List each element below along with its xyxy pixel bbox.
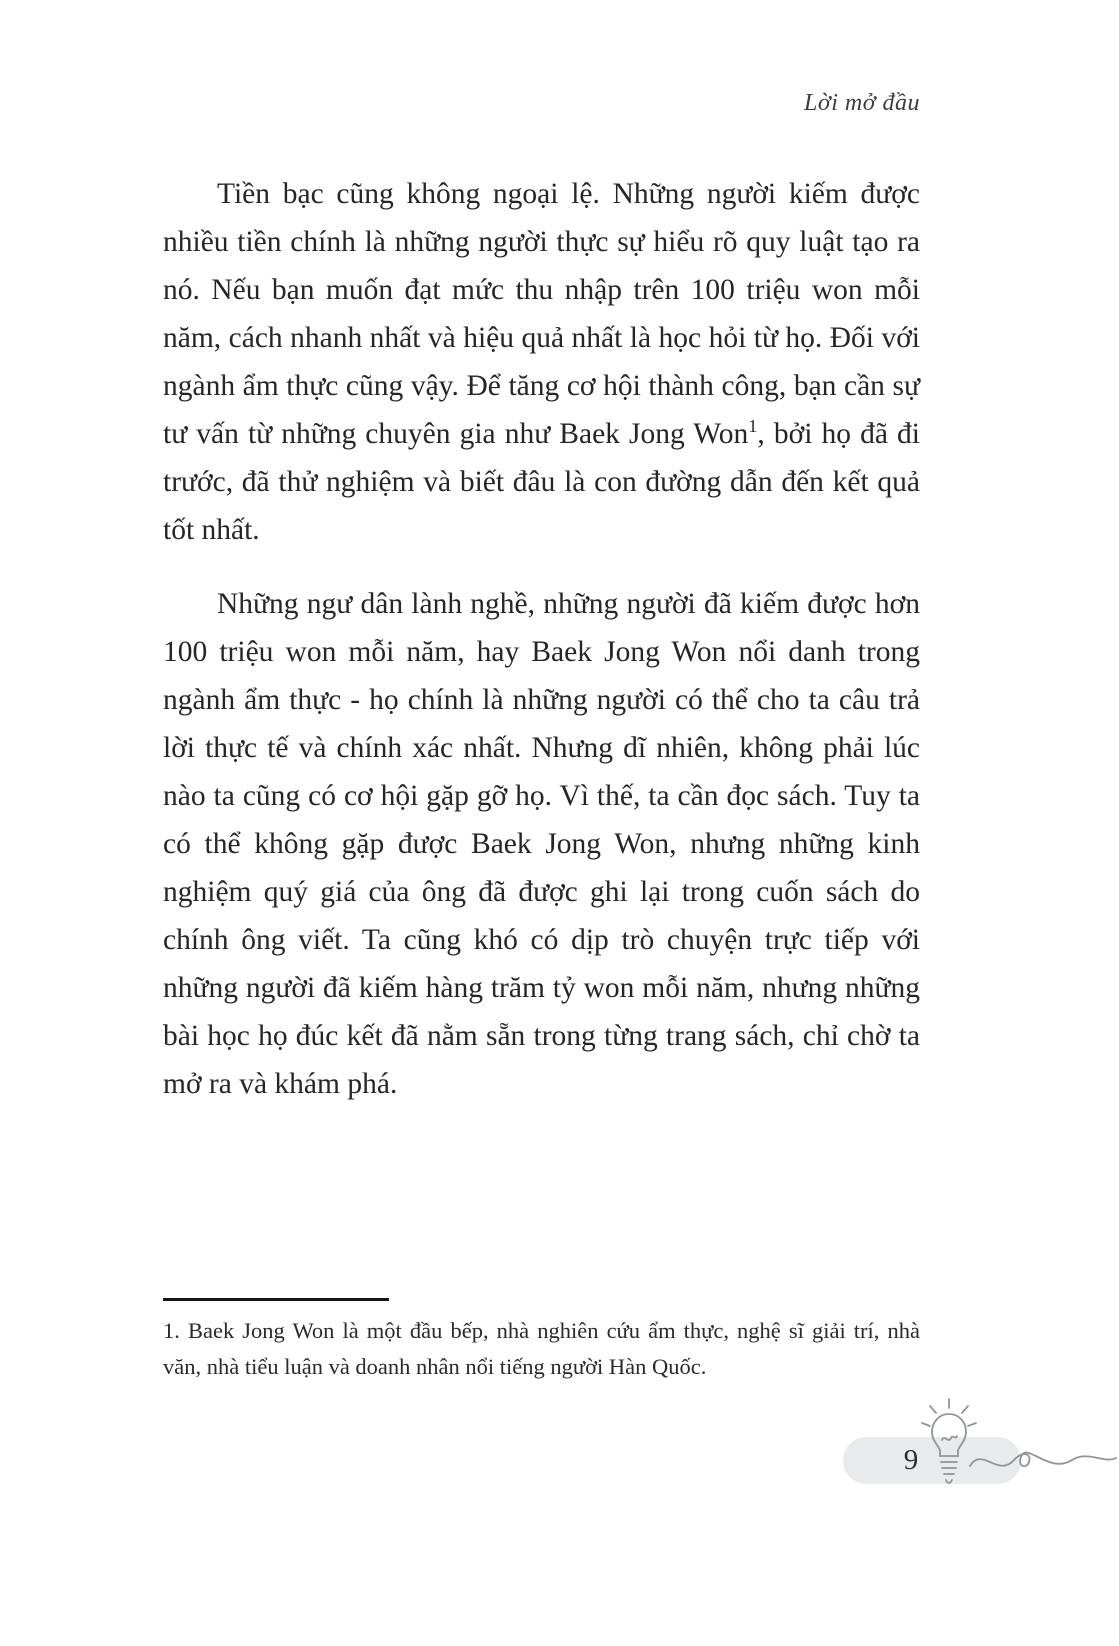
body-text [163,170,920,1108]
footnote-divider [163,1298,389,1301]
footnote-section [163,1298,920,1385]
page-footer [838,1396,1119,1511]
paragraph-1 [163,170,920,554]
running-head: Lời mở đầu [804,90,920,116]
footnote-marker: 1 [748,416,758,437]
page-number: 9 [903,1444,919,1476]
paragraph-1-continued: , bởi họ đã đi trước, đã thử nghiệm và biết đâu là con đường dẫn đến kết quả tốt nhất. [163,418,920,546]
squiggle-line-icon [968,1444,1118,1484]
paragraph-1-text: Tiền bạc cũng không ngoại lệ. Những người kiếm được nhiều tiền chính là những người thực sự hiểu rõ quy luật tạo ra nó. Nếu bạn muốn đạt mức thu nhập trên 100 triệu won mỗi năm, cách nhanh nhất và hiệu quả nhất là học hỏi từ họ. Đối với ngành ẩm thực cũng vậy. Để tăng cơ hội thành công, bạn cần sự tư vấn từ những chuyên gia như Baek Jong Won [163,178,920,450]
footnote-text: 1. Baek Jong Won là một đầu bếp, nhà nghiên cứu ẩm thực, nghệ sĩ giải trí, nhà văn, nhà tiểu luận và doanh nhân nổi tiếng người Hàn Quốc. [163,1318,920,1379]
paragraph-2: Những ngư dân lành nghề, những người đã kiếm được hơn 100 triệu won mỗi năm, hay Baek Jong Won nổi danh trong ngành ẩm thực - họ chính là những người có thể cho ta câu trả lời thực tế và chính xác nhất. Nhưng dĩ nhiên, không phải lúc nào ta cũng có cơ hội gặp gỡ họ. Vì thế, ta cần đọc sách. Tuy ta có thể không gặp được Baek Jong Won, nhưng những kinh nghiệm quý giá của ông đã được ghi lại trong cuốn sách do chính ông viết. Ta cũng khó có dịp trò chuyện trực tiếp với những người đã kiếm hàng trăm tỷ won mỗi năm, nhưng những bài học họ đúc kết đã nằm sẵn trong từng trang sách, chỉ chờ ta mở ra và khám phá. [163,588,920,1100]
